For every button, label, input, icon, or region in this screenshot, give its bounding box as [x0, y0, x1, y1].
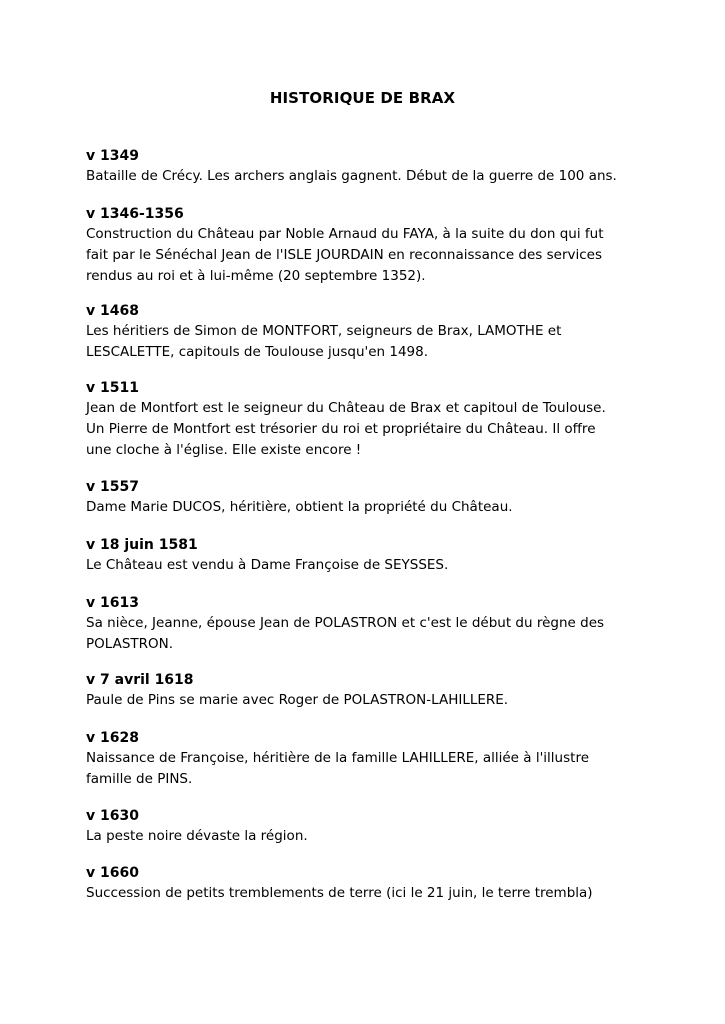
entry-text: [86, 398, 646, 461]
entry-date: v 7 avril 1618: [86, 672, 194, 688]
entry-text-line: Dame Marie DUCOS, héritière, obtient la propriété du Château.: [86, 499, 513, 515]
entry-text-line: famille de PINS.: [86, 771, 193, 787]
entry-text-line: Un Pierre de Montfort est trésorier du roi et propriétaire du Château. Il offre: [86, 421, 596, 437]
entry-text-line: Paule de Pins se marie avec Roger de POLASTRON-LAHILLERE.: [86, 692, 509, 708]
entry-text: [86, 497, 646, 518]
history-entry-1660: [86, 863, 646, 904]
entry-text-line: rendus au roi et à lui-même (20 septembre 1352).: [86, 268, 426, 284]
entry-text-line: Bataille de Crécy. Les archers anglais gagnent. Début de la guerre de 100 ans.: [86, 168, 617, 184]
entry-text-line: fait par le Sénéchal Jean de l'ISLE JOURDAIN en reconnaissance des services: [86, 247, 603, 263]
history-entry-1557: [86, 477, 646, 518]
history-entry-1618: [86, 670, 646, 711]
entry-date: v 1660: [86, 865, 139, 881]
entry-text: [86, 166, 646, 187]
entry-text-line: Jean de Montfort est le seigneur du Château de Brax et capitoul de Toulouse.: [86, 400, 606, 416]
entry-date: v 1349: [86, 148, 139, 164]
entry-text: [86, 690, 646, 711]
entry-date: v 1613: [86, 595, 139, 611]
entry-text-line: Sa nièce, Jeanne, épouse Jean de POLASTRON et c'est le début du règne des: [86, 615, 605, 631]
entry-text-line: Construction du Château par Noble Arnaud du FAYA, à la suite du don qui fut: [86, 226, 604, 242]
history-entry-1628: [86, 728, 646, 790]
entry-text-line: La peste noire dévaste la région.: [86, 828, 308, 844]
history-entry-1468: [86, 301, 646, 363]
entry-text-line: Les héritiers de Simon de MONTFORT, seigneurs de Brax, LAMOTHE et: [86, 323, 562, 339]
page-title: HISTORIQUE DE BRAX: [269, 89, 456, 107]
entry-date: v 18 juin 1581: [86, 537, 198, 553]
entry-text-line: POLASTRON.: [86, 636, 174, 652]
entry-text: [86, 826, 646, 847]
entry-text: [86, 613, 646, 655]
entry-text-line: Succession de petits tremblements de terre (ici le 21 juin, le terre trembla): [86, 885, 593, 901]
entry-text: [86, 555, 646, 576]
entry-text: [86, 321, 646, 363]
history-entry-1349: [86, 146, 646, 187]
history-entry-1613: [86, 593, 646, 655]
entry-text: [86, 748, 646, 790]
entry-date: v 1468: [86, 303, 139, 319]
entry-text-line: LESCALETTE, capitouls de Toulouse jusqu'en 1498.: [86, 344, 429, 360]
entry-text-line: Naissance de Françoise, héritière de la famille LAHILLERE, alliée à l'illustre: [86, 750, 590, 766]
entry-date: v 1511: [86, 380, 139, 396]
history-entry-1346-1356: [86, 204, 646, 287]
entry-date: v 1557: [86, 479, 139, 495]
entry-date: v 1628: [86, 730, 139, 746]
history-entry-1511: [86, 378, 646, 461]
entry-date: v 1630: [86, 808, 139, 824]
entry-text-line: Le Château est vendu à Dame Françoise de SEYSSES.: [86, 557, 449, 573]
entry-text-line: une cloche à l'église. Elle existe encore !: [86, 442, 362, 458]
history-entry-1581: [86, 535, 646, 576]
entry-date: v 1346-1356: [86, 206, 184, 222]
history-entry-1630: [86, 806, 646, 847]
entry-text: [86, 224, 646, 287]
entry-text: [86, 883, 646, 904]
